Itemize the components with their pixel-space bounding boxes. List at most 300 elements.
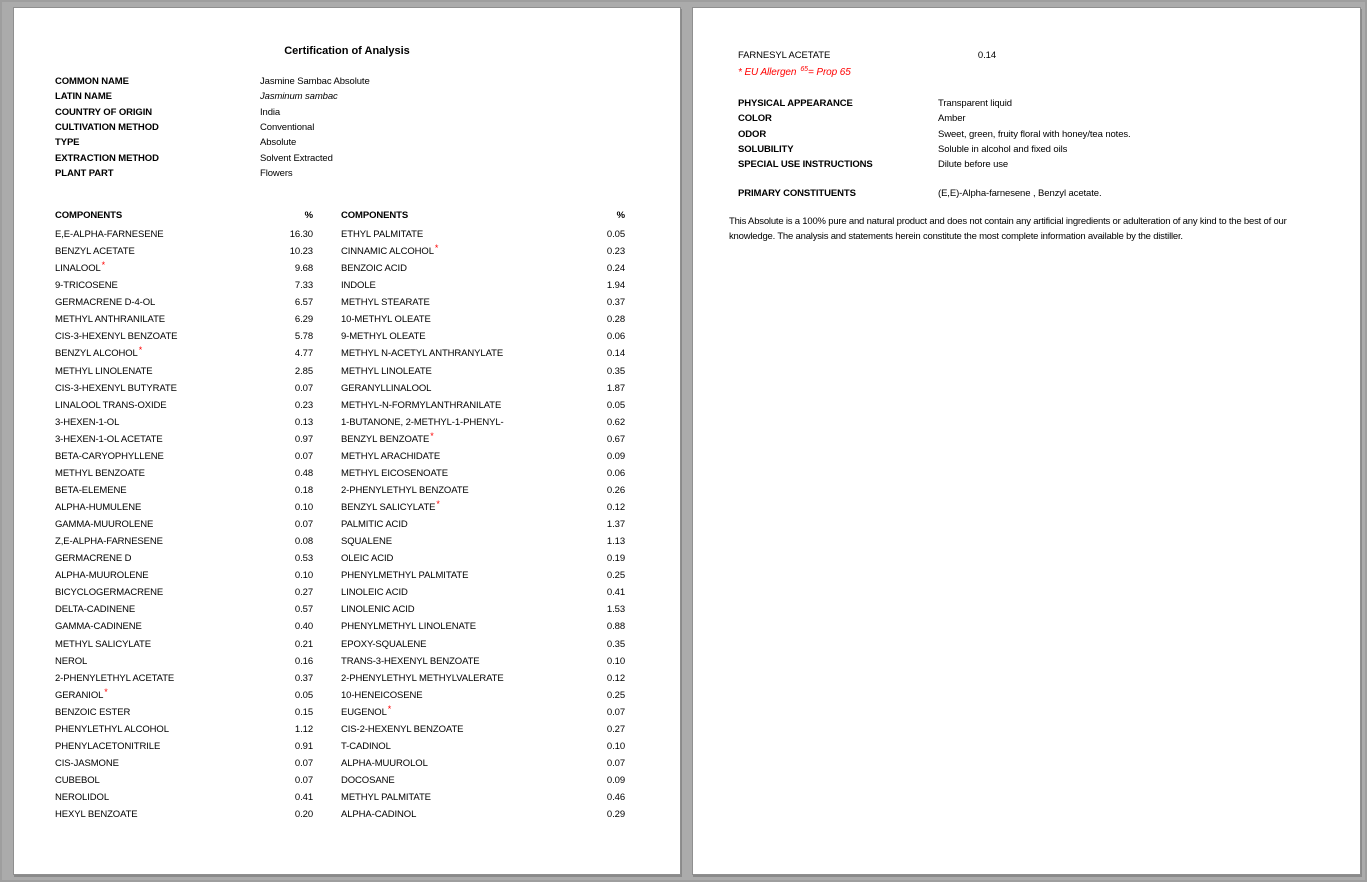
- component-percent: 0.06: [606, 331, 625, 343]
- component-percent: 0.35: [606, 638, 625, 650]
- component-name: [55, 485, 126, 496]
- allergen-asterisk: *: [138, 345, 143, 356]
- component-name: [55, 331, 177, 342]
- component-percent: 10.23: [289, 246, 313, 258]
- component-name: [55, 656, 87, 667]
- component-name-text: BICYCLOGERMACRENE: [55, 587, 164, 599]
- component-percent: 0.28: [606, 314, 625, 326]
- component-name: [55, 758, 119, 769]
- component-row: [55, 687, 313, 704]
- component-percent: 6.57: [294, 297, 313, 309]
- component-name: [55, 519, 153, 530]
- component-name-text: E,E-ALPHA-FARNESENE: [55, 229, 164, 241]
- component-row: [55, 431, 313, 448]
- component-percent: 0.07: [294, 450, 313, 462]
- components-header: [341, 207, 625, 223]
- property-label: PHYSICAL APPEARANCE: [738, 98, 853, 110]
- component-percent: 0.53: [294, 553, 313, 565]
- component-percent: 0.97: [294, 433, 313, 445]
- component-row: [341, 243, 625, 260]
- component-name: [341, 703, 392, 718]
- component-percent: 0.10: [606, 655, 625, 667]
- component-name: [341, 792, 431, 803]
- component-name-text: METHYL STEARATE: [341, 297, 430, 309]
- component-name: [55, 468, 145, 479]
- info-row: [55, 74, 370, 89]
- component-row: [341, 465, 625, 482]
- component-row: [341, 482, 625, 499]
- component-name-text: CIS-3-HEXENYL BUTYRATE: [55, 382, 177, 394]
- component-name: [341, 570, 468, 581]
- component-row: [55, 311, 313, 328]
- component-name-text: CUBEBOL: [55, 775, 100, 787]
- property-value: Transparent liquid: [938, 98, 1012, 110]
- component-row: [341, 636, 625, 653]
- component-name-text: METHYL N-ACETYL ANTHRANYLATE: [341, 348, 504, 360]
- component-name: [55, 587, 163, 598]
- component-name: [55, 724, 169, 735]
- component-name: [341, 519, 408, 530]
- component-name-text: METHYL EICOSENOATE: [341, 467, 448, 479]
- component-name: [341, 553, 393, 564]
- allergen-asterisk: *: [101, 260, 106, 271]
- component-name: [341, 758, 428, 769]
- component-name: [341, 690, 422, 701]
- component-percent: 6.29: [294, 314, 313, 326]
- component-percent: 1.13: [606, 536, 625, 548]
- page-title: Certification of Analysis: [284, 45, 410, 57]
- info-value: Flowers: [260, 168, 293, 180]
- component-row: [55, 380, 313, 397]
- component-name-text: BENZOIC ACID: [341, 263, 407, 275]
- component-name: [55, 280, 118, 291]
- component-name: [341, 724, 463, 735]
- component-name-text: PHENYLMETHYL LINOLENATE: [341, 621, 476, 633]
- component-percent: 0.46: [606, 792, 625, 804]
- allergen-asterisk: *: [430, 430, 434, 441]
- component-percent: 0.21: [294, 638, 313, 650]
- component-percent: 0.27: [606, 723, 625, 735]
- allergen-asterisk: *: [436, 499, 440, 510]
- component-row: [341, 363, 625, 380]
- component-percent: 1.94: [606, 280, 625, 292]
- component-name-text: METHYL BENZOATE: [55, 467, 145, 479]
- component-percent: 0.06: [606, 467, 625, 479]
- component-row: [55, 448, 313, 465]
- component-name: [55, 792, 109, 803]
- property-label: SOLUBILITY: [738, 144, 794, 156]
- component-percent: 7.33: [294, 280, 313, 292]
- info-value: Solvent Extracted: [260, 152, 333, 164]
- components-column-2: [341, 207, 625, 823]
- component-percent: 0.07: [294, 519, 313, 531]
- component-row: [341, 687, 625, 704]
- component-name-text: 2-PHENYLETHYL ACETATE: [55, 672, 175, 684]
- component-percent: 0.35: [606, 365, 625, 377]
- component-percent: 0.67: [606, 433, 625, 445]
- component-name: [341, 621, 476, 632]
- component-name-text: PALMITIC ACID: [341, 519, 408, 531]
- component-row: [341, 738, 625, 755]
- component-name-text: ALPHA-MUUROLOL: [341, 757, 428, 769]
- component-percent: 0.26: [606, 484, 625, 496]
- component-name: [55, 434, 163, 445]
- component-name: [55, 741, 160, 752]
- property-row: [738, 111, 1131, 126]
- component-row: [55, 636, 313, 653]
- component-name-text: BETA-ELEMENE: [55, 484, 127, 496]
- component-name-text: BENZOIC ESTER: [55, 706, 131, 718]
- component-percent: 0.12: [606, 502, 625, 514]
- component-row: [341, 584, 625, 601]
- component-name-text: NEROL: [55, 655, 88, 667]
- info-value: Conventional: [260, 122, 315, 134]
- component-percent: 1.12: [294, 723, 313, 735]
- info-row: [55, 166, 370, 181]
- component-row: [341, 431, 625, 448]
- component-name-text: NEROLIDOL: [55, 792, 110, 804]
- component-name-text: LINALOOL: [55, 263, 101, 275]
- component-row: [55, 499, 313, 516]
- property-row: [738, 127, 1131, 142]
- info-label: COMMON NAME: [55, 76, 129, 88]
- component-row: [341, 414, 625, 431]
- component-name: [341, 673, 504, 684]
- percent-header-label: %: [304, 209, 313, 221]
- component-row: [55, 721, 313, 738]
- property-value: Amber: [938, 113, 966, 125]
- component-percent: 0.23: [294, 399, 313, 411]
- component-percent: 0.18: [294, 484, 313, 496]
- component-percent: 0.20: [294, 809, 313, 821]
- component-name: [341, 383, 431, 394]
- component-name-text: SQUALENE: [341, 536, 392, 548]
- component-name: [341, 400, 501, 411]
- component-name-text: ETHYL PALMITATE: [341, 229, 424, 241]
- component-name: [341, 243, 439, 258]
- purity-disclaimer: This Absolute is a 100% pure and natural product and does not contain any artificial ingredients or adulteration of any kind to the best of our knowledge. The analysis and statements herein constitute the most complete information available by the distiller.: [729, 216, 1287, 242]
- component-percent: 0.05: [606, 229, 625, 241]
- component-row: [55, 550, 313, 567]
- component-percent: 0.07: [606, 706, 625, 718]
- component-name-text: 10-HENEICOSENE: [341, 689, 423, 701]
- component-percent: 0.08: [294, 536, 313, 548]
- component-percent: 0.14: [606, 348, 625, 360]
- component-row: [341, 755, 625, 772]
- component-row: [341, 653, 625, 670]
- allergen-asterisk: *: [387, 703, 392, 714]
- info-label: CULTIVATION METHOD: [55, 122, 159, 134]
- component-percent: 0.14: [977, 50, 996, 62]
- component-name-text: METHYL SALICYLATE: [55, 638, 151, 650]
- component-row: [341, 618, 625, 635]
- allergen-note-prefix: * EU Allergen: [738, 67, 797, 78]
- component-name-text: GERMACRENE D-4-OL: [55, 297, 156, 309]
- component-row: [55, 294, 313, 311]
- component-row: [55, 243, 313, 260]
- component-percent: 0.10: [606, 740, 625, 752]
- info-row: [55, 151, 370, 166]
- component-percent: 0.09: [606, 775, 625, 787]
- component-name: [55, 673, 174, 684]
- component-name-text: CIS-JASMONE: [55, 757, 119, 769]
- component-name-text: LINOLENIC ACID: [341, 604, 415, 616]
- component-name: [341, 348, 503, 359]
- component-name: [341, 331, 426, 342]
- component-name-text: DOCOSANE: [341, 775, 395, 787]
- component-name-text: T-CADINOL: [341, 740, 391, 752]
- component-name: [341, 468, 448, 479]
- component-name-text: GERANYLLINALOOL: [341, 382, 432, 394]
- info-row: [55, 89, 370, 104]
- component-name: [55, 400, 167, 411]
- info-value: Jasmine Sambac Absolute: [260, 76, 370, 88]
- component-name-text: BETA-CARYOPHYLLENE: [55, 450, 164, 462]
- component-row: [55, 618, 313, 635]
- component-name-text: PHENYLETHYL ALCOHOL: [55, 723, 169, 735]
- component-row: [341, 670, 625, 687]
- component-percent: 0.91: [294, 740, 313, 752]
- component-name-text: METHYL LINOLEATE: [341, 365, 432, 377]
- component-name-text: DELTA-CADINENE: [55, 604, 136, 616]
- component-row: [55, 397, 313, 414]
- component-row: [341, 328, 625, 345]
- component-row: [55, 653, 313, 670]
- component-row: [341, 499, 625, 516]
- component-name-text: 2-PHENYLETHYL METHYLVALERATE: [341, 672, 504, 684]
- info-row: [55, 105, 370, 120]
- component-row: [55, 584, 313, 601]
- component-percent: 0.09: [606, 450, 625, 462]
- component-row: [341, 789, 625, 806]
- component-name-text: GERANIOL: [55, 689, 104, 701]
- primary-constituents-value: (E,E)-Alpha-farnesene , Benzyl acetate.: [938, 188, 1102, 199]
- component-percent: 0.37: [606, 297, 625, 309]
- component-name-text: BENZYL BENZOATE: [341, 433, 430, 445]
- component-name: [341, 280, 376, 291]
- component-percent: 0.05: [606, 399, 625, 411]
- component-row: [55, 414, 313, 431]
- info-value: Absolute: [260, 137, 297, 149]
- component-row: [55, 277, 313, 294]
- component-name: [341, 366, 432, 377]
- component-percent: 0.25: [606, 570, 625, 582]
- component-name: [341, 639, 426, 650]
- component-name-text: LINALOOL TRANS-OXIDE: [55, 399, 167, 411]
- property-row: [738, 142, 1131, 157]
- info-label: COUNTRY OF ORIGIN: [55, 106, 152, 118]
- component-name-text: EPOXY-SQUALENE: [341, 638, 427, 650]
- component-name-text: Z,E-ALPHA-FARNESENE: [55, 536, 163, 548]
- component-name-text: PHENYLMETHYL PALMITATE: [341, 570, 469, 582]
- component-name: [341, 656, 480, 667]
- component-percent: 0.62: [606, 416, 625, 428]
- component-name: [341, 809, 416, 820]
- component-name-text: GERMACRENE D: [55, 553, 132, 565]
- component-name: [55, 570, 149, 581]
- component-percent: 0.41: [606, 587, 625, 599]
- component-percent: 0.07: [294, 382, 313, 394]
- property-row: [738, 96, 1131, 111]
- info-label: LATIN NAME: [55, 91, 112, 103]
- components-header: [55, 207, 313, 223]
- component-percent: 0.23: [606, 246, 625, 258]
- component-row: [55, 328, 313, 345]
- component-name: [341, 741, 391, 752]
- component-percent: 0.88: [606, 621, 625, 633]
- component-row: [55, 670, 313, 687]
- allergen-asterisk: *: [104, 686, 108, 697]
- component-row: [55, 226, 313, 243]
- component-row: [55, 516, 313, 533]
- component-name: [341, 604, 415, 615]
- component-row: [341, 516, 625, 533]
- component-name: FARNESYL ACETATE: [738, 50, 831, 62]
- component-row: [55, 738, 313, 755]
- component-name-text: GAMMA-MUUROLENE: [55, 519, 154, 531]
- component-percent: 0.15: [294, 706, 313, 718]
- component-row: [341, 311, 625, 328]
- component-name: [341, 485, 469, 496]
- component-name-text: BENZYL ACETATE: [55, 246, 135, 258]
- component-name: [55, 775, 100, 786]
- component-name-text: PHENYLACETONITRILE: [55, 740, 161, 752]
- component-name-text: TRANS-3-HEXENYL BENZOATE: [341, 655, 480, 667]
- component-percent: 0.57: [294, 604, 313, 616]
- component-name-text: 1-BUTANONE, 2-METHYL-1-PHENYL-: [341, 416, 504, 428]
- component-percent: 0.27: [294, 587, 313, 599]
- component-row: [341, 601, 625, 618]
- component-percent: 0.12: [606, 672, 625, 684]
- component-name-text: INDOLE: [341, 280, 376, 292]
- primary-constituents-label: PRIMARY CONSTITUENTS: [738, 188, 856, 199]
- component-name-text: GAMMA-CADINENE: [55, 621, 142, 633]
- info-label: PLANT PART: [55, 168, 114, 180]
- component-row: [341, 277, 625, 294]
- percent-header-label: %: [616, 209, 625, 221]
- component-percent: 0.37: [294, 672, 313, 684]
- component-row: [55, 601, 313, 618]
- component-name: [55, 297, 155, 308]
- component-name-text: CINNAMIC ALCOHOL: [341, 246, 434, 258]
- physical-properties: [738, 96, 1131, 173]
- component-row: [738, 47, 996, 64]
- allergen-legend-note: [738, 66, 851, 78]
- component-percent: 1.87: [606, 382, 625, 394]
- component-row: [341, 567, 625, 584]
- component-row: [341, 721, 625, 738]
- components-header-label: COMPONENTS: [341, 209, 409, 221]
- component-percent: 5.78: [294, 331, 313, 343]
- component-name: [55, 809, 138, 820]
- component-row: [55, 465, 313, 482]
- component-percent: 0.07: [606, 757, 625, 769]
- component-name: [55, 553, 131, 564]
- component-name-text: 9-TRICOSENE: [55, 280, 118, 292]
- component-name: [55, 604, 135, 615]
- property-row: [738, 157, 1131, 172]
- component-row: [55, 755, 313, 772]
- component-name-text: EUGENOL: [341, 706, 387, 718]
- components-header-label: COMPONENTS: [55, 209, 123, 221]
- component-percent: 0.10: [294, 502, 313, 514]
- component-name: [341, 229, 423, 240]
- component-name: [341, 430, 434, 445]
- component-percent: 0.29: [606, 809, 625, 821]
- component-row: [341, 704, 625, 721]
- component-name: [55, 536, 163, 547]
- component-row: [55, 482, 313, 499]
- component-name: [55, 639, 151, 650]
- component-name: [55, 366, 153, 377]
- component-percent: 0.07: [294, 757, 313, 769]
- component-row: [341, 397, 625, 414]
- component-name-text: ALPHA-HUMULENE: [55, 502, 142, 514]
- component-percent: 16.30: [289, 229, 313, 241]
- component-name: [55, 383, 177, 394]
- allergen-note-superscript: 65: [800, 66, 808, 73]
- component-row: [341, 345, 625, 362]
- component-name: [55, 345, 143, 360]
- component-row: [341, 772, 625, 789]
- component-name: [341, 314, 431, 325]
- component-percent: 0.19: [606, 553, 625, 565]
- component-name: [55, 229, 163, 240]
- component-name: [341, 536, 392, 547]
- component-name-text: 2-PHENYLETHYL BENZOATE: [341, 484, 469, 496]
- component-row: [55, 533, 313, 550]
- component-name-text: ALPHA-CADINOL: [341, 809, 417, 821]
- component-percent: 0.13: [294, 416, 313, 428]
- component-percent: 0.48: [294, 467, 313, 479]
- component-name: [55, 451, 164, 462]
- component-row: [55, 345, 313, 362]
- component-row: [341, 550, 625, 567]
- property-label: ODOR: [738, 128, 767, 140]
- document-page-1: [13, 7, 681, 875]
- component-name-text: METHYL LINOLENATE: [55, 365, 153, 377]
- component-name: [341, 775, 395, 786]
- info-row: [55, 120, 370, 135]
- component-percent: 0.05: [294, 689, 313, 701]
- component-name-text: METHYL-N-FORMYLANTHRANILATE: [341, 399, 502, 411]
- component-name-text: HEXYL BENZOATE: [55, 809, 138, 821]
- info-label: TYPE: [55, 137, 80, 149]
- component-percent: 0.16: [294, 655, 313, 667]
- component-percent: 0.40: [294, 621, 313, 633]
- component-row: [341, 294, 625, 311]
- component-percent: 0.41: [294, 792, 313, 804]
- component-row: [55, 772, 313, 789]
- component-row: [55, 363, 313, 380]
- component-name-text: CIS-2-HEXENYL BENZOATE: [341, 723, 464, 735]
- component-name: [341, 417, 504, 428]
- info-value: Jasminum sambac: [260, 91, 338, 103]
- component-name: [55, 686, 108, 701]
- component-name: [55, 260, 106, 275]
- component-name-text: ALPHA-MUUROLENE: [55, 570, 149, 582]
- component-percent: 1.53: [606, 604, 625, 616]
- component-percent: 0.24: [606, 263, 625, 275]
- component-row: [341, 533, 625, 550]
- component-name-text: METHYL PALMITATE: [341, 792, 431, 804]
- component-row: [55, 704, 313, 721]
- component-row: [55, 789, 313, 806]
- component-name-text: BENZYL ALCOHOL: [55, 348, 138, 360]
- component-row: [341, 806, 625, 823]
- component-row: [55, 806, 313, 823]
- component-name-text: 10-METHYL OLEATE: [341, 314, 431, 326]
